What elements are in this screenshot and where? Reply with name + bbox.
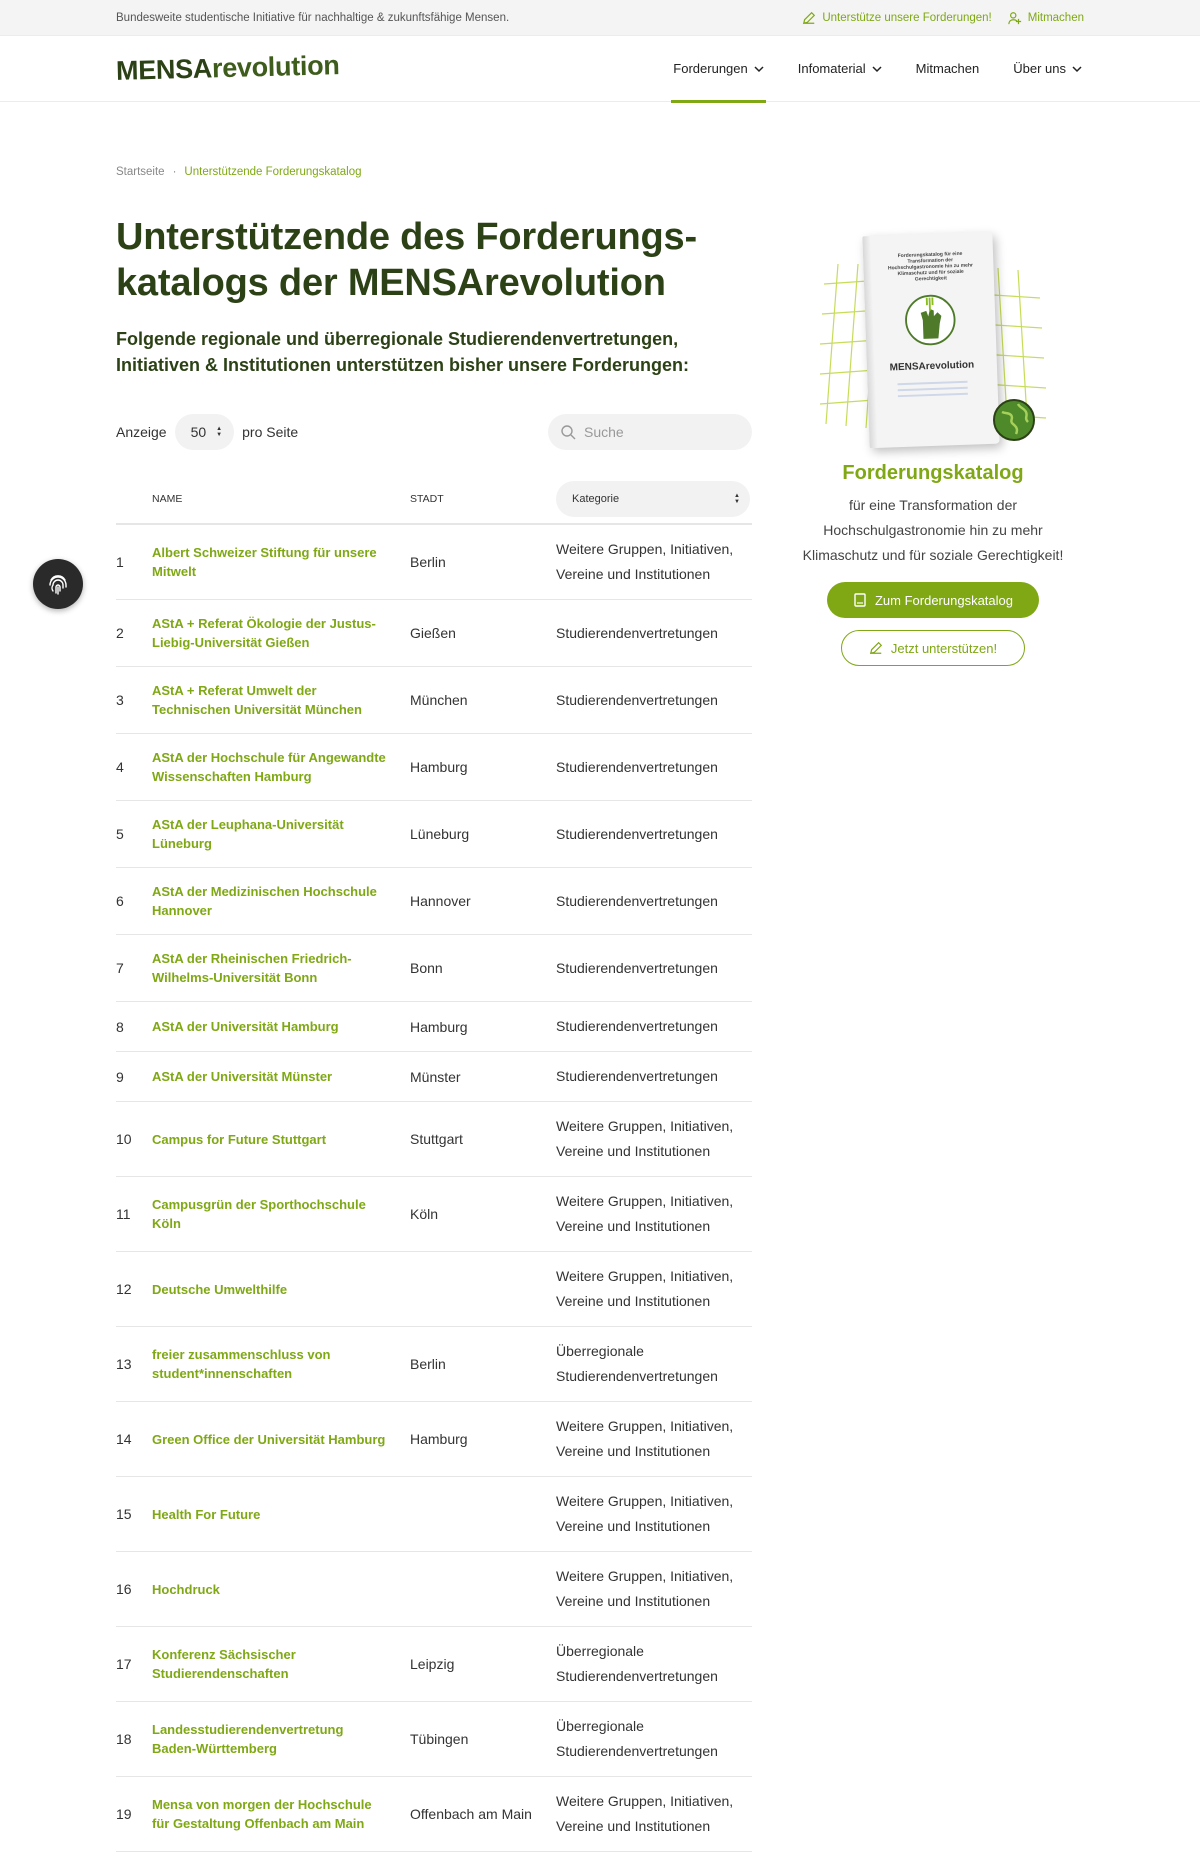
privacy-fingerprint-button[interactable] — [33, 559, 83, 609]
supporters-table — [116, 474, 752, 1852]
supporter-name-link[interactable]: Green Office der Universität Hamburg — [152, 1402, 410, 1477]
supporter-city: Hannover — [410, 868, 556, 935]
fingerprint-icon — [45, 571, 71, 597]
search-box — [548, 414, 752, 450]
select-arrows-icon: ▲ ▼ — [734, 492, 740, 505]
support-now-button[interactable] — [841, 630, 1025, 666]
pencil-icon — [802, 11, 816, 25]
logo-text-revolution: revolution — [211, 50, 340, 84]
book-cover-text: Forderungskatalog für eine Transformation der Hochschulgastronomie hin zu mehr Klimaschutz und für soziale Gerechtigkeit — [887, 250, 974, 283]
per-page-control — [116, 414, 298, 450]
nav-label: Infomaterial — [797, 61, 866, 76]
chevron-down-icon — [1072, 64, 1082, 74]
search-icon — [560, 424, 576, 440]
fist-fork-icon — [901, 291, 959, 349]
col-category-header — [556, 474, 752, 524]
supporter-city: Hamburg — [410, 1002, 556, 1052]
row-number: 12 — [116, 1252, 152, 1327]
table-row — [116, 1777, 752, 1852]
table-row — [116, 1702, 752, 1777]
supporter-category: Studierendenvertretungen — [556, 868, 752, 935]
main-content — [116, 214, 752, 1852]
supporter-city: Leipzig — [410, 1627, 556, 1702]
supporter-city — [410, 1252, 556, 1327]
supporter-category: Studierendenvertretungen — [556, 734, 752, 801]
nav-item-mitmachen[interactable] — [914, 36, 982, 102]
row-number: 6 — [116, 868, 152, 935]
table-row — [116, 1052, 752, 1102]
supporter-name-link[interactable]: Health For Future — [152, 1477, 410, 1552]
row-number: 19 — [116, 1777, 152, 1852]
row-number: 7 — [116, 935, 152, 1002]
supporter-category: Studierendenvertretungen — [556, 1002, 752, 1052]
per-page-select[interactable] — [175, 414, 235, 450]
supporter-name-link[interactable]: AStA der Hochschule für Angewandte Wissenschaften Hamburg — [152, 734, 410, 801]
supporter-name-link[interactable]: Campusgrün der Sporthochschule Köln — [152, 1177, 410, 1252]
supporter-name-link[interactable]: AStA der Medizinischen Hochschule Hannover — [152, 868, 410, 935]
supporter-category: Überregionale Studierendenvertretungen — [556, 1702, 752, 1777]
nav-item-infomaterial[interactable] — [796, 36, 884, 102]
supporter-category: Studierendenvertretungen — [556, 935, 752, 1002]
per-page-value: 50 — [190, 424, 207, 440]
supporter-name-link[interactable]: AStA der Universität Münster — [152, 1052, 410, 1102]
support-now-button-label: Jetzt unterstützen! — [890, 640, 998, 656]
sidebar-description: für eine Transformation der Hochschulgastronomie hin zu mehr Klimaschutz und für soziale Gerechtigkeit! — [802, 497, 1064, 563]
catalog-book-illustration — [818, 230, 1048, 460]
supporter-name-link[interactable]: Konferenz Sächsischer Studierendenschaften — [152, 1627, 410, 1702]
table-row — [116, 1477, 752, 1552]
table-row — [116, 868, 752, 935]
breadcrumb-home[interactable]: Startseite — [116, 166, 165, 178]
book-text-lines — [897, 381, 967, 397]
supporter-category: Überregionale Studierendenvertretungen — [556, 1627, 752, 1702]
row-number: 18 — [116, 1702, 152, 1777]
supporter-name-link[interactable]: Hochdruck — [152, 1552, 410, 1627]
show-label: Anzeige — [116, 424, 167, 440]
supporter-city: Bonn — [410, 935, 556, 1002]
supporter-city: Hamburg — [410, 734, 556, 801]
table-row — [116, 524, 752, 600]
supporter-name-link[interactable]: Landesstudierendenvertretung Baden-Württemberg — [152, 1702, 410, 1777]
logo-text-mensa: MENSA — [115, 53, 213, 86]
supporter-city: Gießen — [410, 600, 556, 667]
supporter-name-link[interactable]: AStA der Universität Hamburg — [152, 1002, 410, 1052]
supporter-category: Weitere Gruppen, Initiativen, Vereine und Institutionen — [556, 1477, 752, 1552]
book-logo-text: MENSArevolution — [889, 359, 975, 374]
supporter-name-link[interactable]: Deutsche Umwelthilfe — [152, 1252, 410, 1327]
table-row — [116, 935, 752, 1002]
supporter-name-link[interactable]: Mensa von morgen der Hochschule für Gestaltung Offenbach am Main — [152, 1777, 410, 1852]
supporter-name-link[interactable]: Albert Schweizer Stiftung für unsere Mitwelt — [152, 524, 410, 600]
supporter-city: Berlin — [410, 524, 556, 600]
supporter-category: Studierendenvertretungen — [556, 801, 752, 868]
select-arrows-icon: ▲ ▼ — [216, 426, 223, 438]
supporter-name-link[interactable]: freier zusammenschluss von student*innenschaften — [152, 1327, 410, 1402]
page-title — [116, 214, 752, 306]
tagline: Bundesweite studentische Initiative für nachhaltige & zukunftsfähige Mensen. — [116, 11, 510, 24]
nav-item-forderungen[interactable] — [671, 36, 765, 102]
supporter-category: Studierendenvertretungen — [556, 1052, 752, 1102]
per-page-label: pro Seite — [242, 424, 299, 440]
breadcrumb-separator: · — [172, 166, 177, 178]
table-row — [116, 734, 752, 801]
col-number — [116, 474, 152, 524]
top-bar — [0, 0, 1200, 36]
supporter-name-link[interactable]: AStA + Referat Ökologie der Justus-Liebig-Universität Gießen — [152, 600, 410, 667]
supporter-city — [410, 1552, 556, 1627]
supporter-category: Weitere Gruppen, Initiativen, Vereine und Institutionen — [556, 1252, 752, 1327]
pencil-icon — [869, 641, 883, 655]
top-links — [802, 11, 1084, 25]
sidebar-catalog — [790, 230, 1076, 666]
supporter-name-link[interactable]: AStA der Rheinischen Friedrich-Wilhelms-Universität Bonn — [152, 935, 410, 1002]
row-number: 3 — [116, 667, 152, 734]
table-row — [116, 1252, 752, 1327]
supporter-category: Weitere Gruppen, Initiativen, Vereine und Institutionen — [556, 1177, 752, 1252]
category-filter-select[interactable] — [556, 481, 750, 517]
sidebar-title: Forderungskatalog — [842, 462, 1024, 484]
breadcrumb — [116, 166, 362, 178]
row-number: 1 — [116, 524, 152, 600]
supporter-category: Studierendenvertretungen — [556, 600, 752, 667]
supporter-category: Weitere Gruppen, Initiativen, Vereine und Institutionen — [556, 1102, 752, 1177]
supporter-category: Weitere Gruppen, Initiativen, Vereine und Institutionen — [556, 1777, 752, 1852]
user-plus-icon — [1008, 11, 1022, 25]
row-number: 2 — [116, 600, 152, 667]
row-number: 16 — [116, 1552, 152, 1627]
catalog-book-cover — [862, 232, 999, 448]
supporter-city: Köln — [410, 1177, 556, 1252]
supporter-city: Stuttgart — [410, 1102, 556, 1177]
catalog-button[interactable] — [827, 582, 1039, 618]
nav-label: Mitmachen — [915, 61, 980, 76]
support-link[interactable] — [802, 11, 991, 25]
nav-label: Über uns — [1013, 61, 1066, 76]
chevron-down-icon — [754, 64, 764, 74]
table-row — [116, 1327, 752, 1402]
globe-icon — [992, 398, 1036, 442]
supporter-city: Tübingen — [410, 1702, 556, 1777]
join-link-label: Mitmachen — [1027, 11, 1084, 24]
table-row — [116, 1177, 752, 1252]
supporter-city: Hamburg — [410, 1402, 556, 1477]
support-link-label: Unterstütze unsere Forderungen! — [822, 11, 992, 24]
col-city-header[interactable]: STADT — [410, 474, 556, 524]
row-number: 8 — [116, 1002, 152, 1052]
page-title-line1: Unterstützende des Forderungs- — [116, 216, 697, 258]
supporter-city: Offenbach am Main — [410, 1777, 556, 1852]
row-number: 14 — [116, 1402, 152, 1477]
supporter-city: München — [410, 667, 556, 734]
row-number: 11 — [116, 1177, 152, 1252]
row-number: 10 — [116, 1102, 152, 1177]
table-row — [116, 1102, 752, 1177]
row-number: 5 — [116, 801, 152, 868]
table-row — [116, 801, 752, 868]
category-filter-label: Kategorie — [572, 492, 620, 505]
table-row — [116, 1627, 752, 1702]
page-title-line2: katalogs der MENSArevolution — [116, 262, 666, 304]
col-name-header[interactable]: NAME — [152, 474, 410, 524]
table-row — [116, 1402, 752, 1477]
row-number: 17 — [116, 1627, 152, 1702]
row-number: 9 — [116, 1052, 152, 1102]
site-logo[interactable] — [116, 50, 340, 87]
main-nav — [671, 36, 1084, 102]
supporter-category: Weitere Gruppen, Initiativen, Vereine und Institutionen — [556, 1552, 752, 1627]
supporter-category: Weitere Gruppen, Initiativen, Vereine und Institutionen — [556, 524, 752, 600]
table-row — [116, 667, 752, 734]
chevron-down-icon — [872, 64, 882, 74]
supporter-name-link[interactable]: AStA der Leuphana-Universität Lüneburg — [152, 801, 410, 868]
catalog-button-label: Zum Forderungskatalog — [874, 592, 1013, 608]
supporter-city: Lüneburg — [410, 801, 556, 868]
supporter-category: Weitere Gruppen, Initiativen, Vereine und Institutionen — [556, 1402, 752, 1477]
intro-text: Folgende regionale und überregionale Studierendenvertretungen, Initiativen & Institutionen unterstützen bisher unsere Forderungen: — [116, 329, 690, 375]
table-header-row — [116, 474, 752, 524]
nav-item-ueber-uns[interactable] — [1011, 36, 1084, 102]
table-row — [116, 600, 752, 667]
supporter-city: Berlin — [410, 1327, 556, 1402]
search-input[interactable] — [584, 424, 734, 440]
supporter-name-link[interactable]: AStA + Referat Umwelt der Technischen Universität München — [152, 667, 410, 734]
table-controls — [116, 414, 752, 450]
breadcrumb-current: Unterstützende Forderungskatalog — [184, 166, 362, 178]
table-body — [116, 524, 752, 1852]
nav-label: Forderungen — [673, 61, 748, 76]
supporter-city — [410, 1477, 556, 1552]
supporter-category: Überregionale Studierendenvertretungen — [556, 1327, 752, 1402]
row-number: 4 — [116, 734, 152, 801]
book-icon — [853, 593, 867, 607]
row-number: 15 — [116, 1477, 152, 1552]
supporter-city: Münster — [410, 1052, 556, 1102]
site-header — [0, 36, 1200, 102]
join-link[interactable] — [1008, 11, 1084, 25]
supporter-category: Studierendenvertretungen — [556, 667, 752, 734]
row-number: 13 — [116, 1327, 152, 1402]
table-row — [116, 1002, 752, 1052]
table-row — [116, 1552, 752, 1627]
supporter-name-link[interactable]: Campus for Future Stuttgart — [152, 1102, 410, 1177]
